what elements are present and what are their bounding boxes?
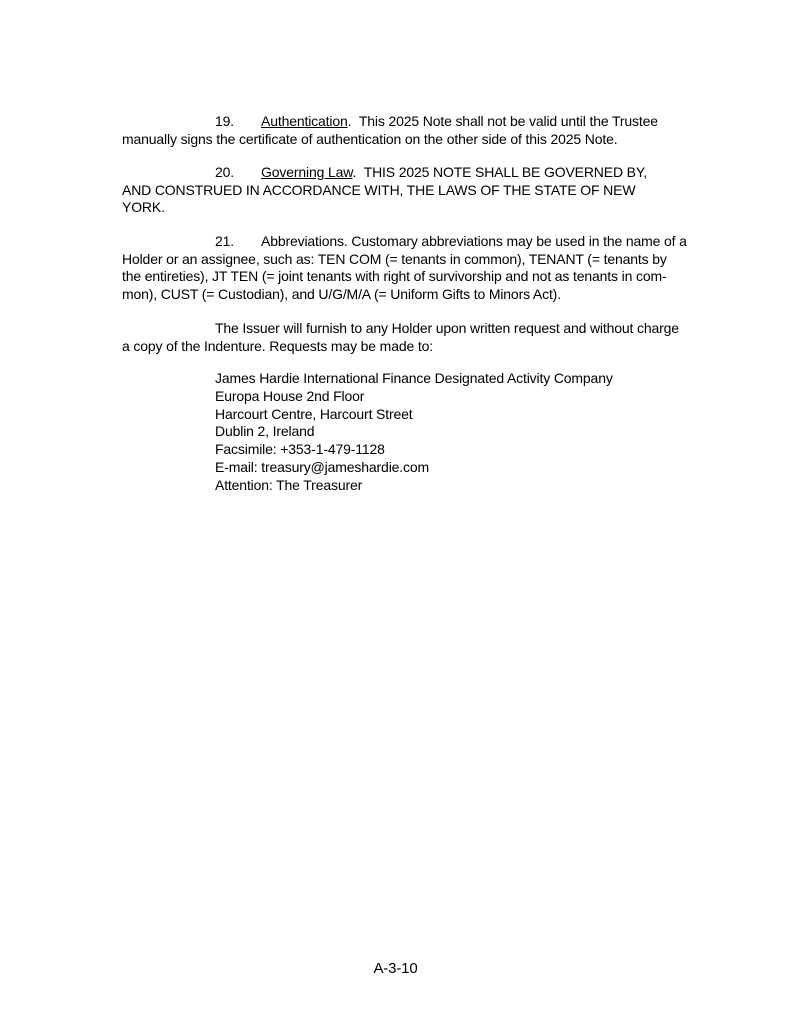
address-attention: Attention: The Treasurer: [215, 476, 363, 493]
section-19-heading: Authentication: [261, 113, 348, 129]
address-email: E-mail: treasury@jameshardie.com: [215, 458, 430, 475]
page-number: A-3-10: [373, 960, 418, 977]
section-19-authentication: [122, 113, 712, 148]
section-20-first-line: [122, 164, 712, 182]
section-21-line: the entireties), JT TEN (= joint tenants with right of survivorship and not as tenants in com-: [122, 268, 667, 284]
section-19-number: 19.: [215, 113, 235, 129]
address-facsimile: Facsimile: +353-1-479-1128: [215, 441, 385, 458]
section-20-line: YORK.: [122, 199, 165, 215]
section-21-number: 21.: [215, 233, 235, 249]
address-company: James Hardie International Finance Designated Activity Company: [215, 370, 613, 386]
section-19-line: manually signs the certificate of authentication on the other side of this 2025 Note.: [122, 130, 618, 147]
section-21-line: Holder or an assignee, such as: TEN COM (= tenants in common), TENANT (= tenants by: [122, 250, 667, 267]
section-21-first-line-text: Abbreviations. Customary abbreviations may be used in the name of a: [261, 233, 687, 249]
section-21-line: mon), CUST (= Custodian), and U/G/M/A (= Uniform Gifts to Minors Act).: [122, 285, 561, 302]
section-21-first-line: [122, 233, 712, 251]
section-19-heading-period: .: [347, 113, 352, 129]
address-city: Dublin 2, Ireland: [215, 423, 315, 440]
furnish-indenture-paragraph: [122, 320, 712, 355]
address-block: [215, 370, 613, 495]
section-19-first-line: [122, 113, 712, 131]
furnish-second-line: a copy of the Indenture. Requests may be made to:: [122, 337, 433, 354]
section-20-number: 20.: [215, 164, 235, 180]
furnish-first-line: The Issuer will furnish to any Holder upon written request and without charge: [215, 320, 679, 336]
section-20-first-line-text: THIS 2025 NOTE SHALL BE GOVERNED BY,: [363, 164, 647, 180]
section-20-line: AND CONSTRUED IN ACCORDANCE WITH, THE LAWS OF THE STATE OF NEW: [122, 181, 636, 198]
section-19-first-line-text: This 2025 Note shall not be valid until the Trustee: [358, 113, 658, 129]
section-20-heading-period: .: [352, 164, 357, 180]
address-street: Harcourt Centre, Harcourt Street: [215, 405, 413, 422]
address-building: Europa House 2nd Floor: [215, 387, 365, 404]
section-20-heading: Governing Law: [261, 164, 353, 180]
section-20-governing-law: [122, 164, 712, 217]
section-21-abbreviations: [122, 233, 712, 303]
